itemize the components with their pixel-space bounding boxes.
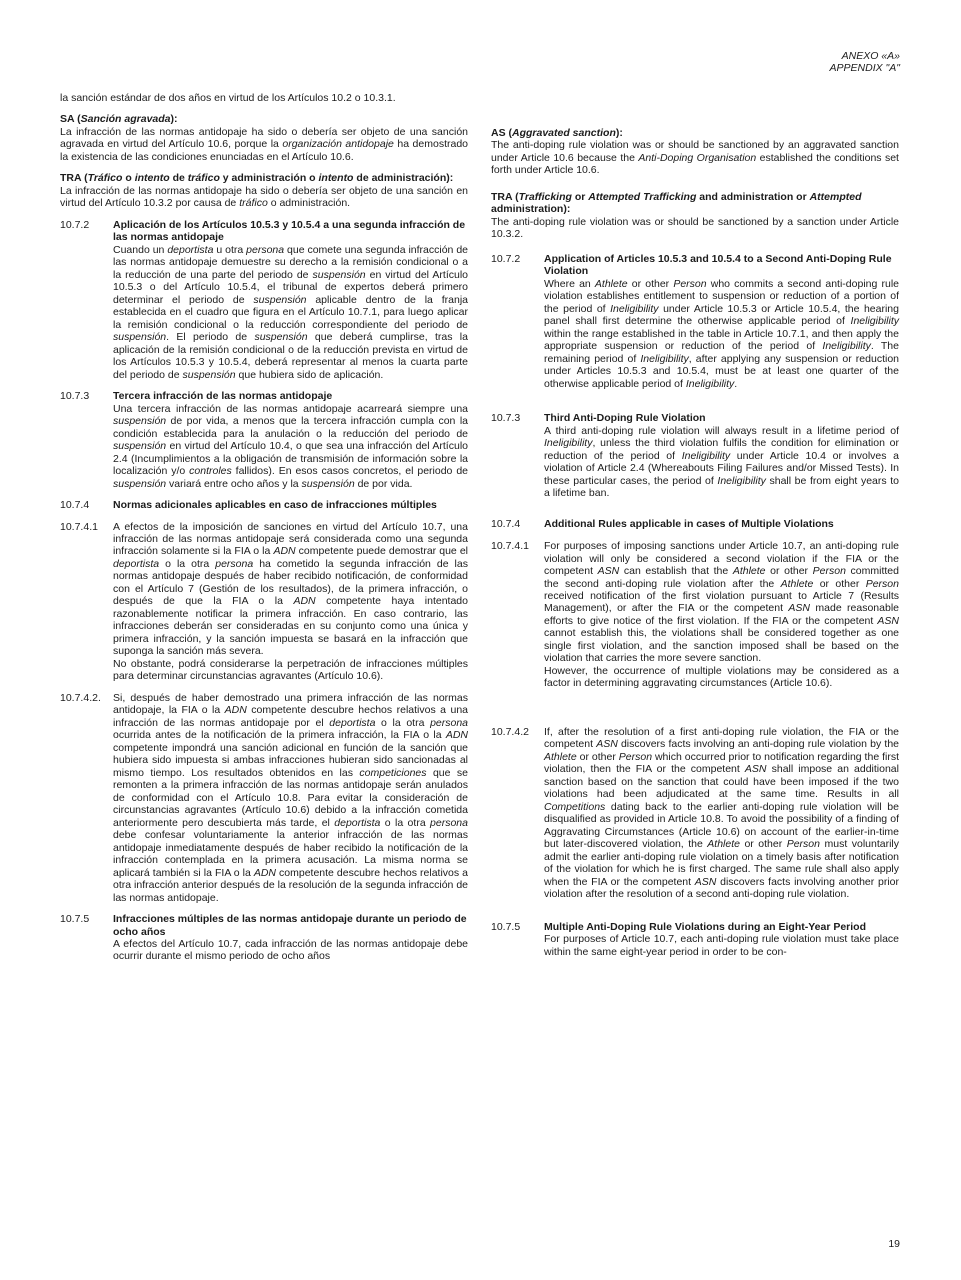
article-section [491,540,899,690]
definition-section [60,92,468,104]
section-content [491,191,899,241]
section-number: 10.7.4.2 [491,725,529,738]
paragraph: La infracción de las normas antidopaje ha sido o debería ser objeto de una sanción agravada en virtud del Artículo 10.6, porque la organización antidopaje ha demostrado la existencia de las condiciones enunciadas en el Artículo 10.6. [60,125,468,163]
section-heading: Normas adicionales aplicables en caso de infracciones múltiples [113,499,437,512]
section-heading: TRA (Tráfico o intento de tráfico y administración o intento de administración): [60,172,454,185]
definition-section [60,113,468,163]
header-annex-es: ANEXO «A» [841,50,900,62]
section-content [491,127,899,177]
paragraph: For purposes of Article 10.7, each anti-doping rule violation must take place within the same eight-year period in order to be con- [544,933,899,958]
section-content [113,499,468,511]
section-content [113,390,468,490]
page-number: 19 [888,1237,900,1250]
left-column-spanish [60,92,468,963]
section-heading: Third Anti-Doping Rule Violation [544,412,706,425]
paragraph: la sanción estándar de dos años en virtud de los Artículos 10.2 o 10.3.1. [60,91,396,104]
paragraph: The anti-doping rule violation was or should be sanctioned by a sanction under Article 10.3.2. [491,215,899,241]
section-number: 10.7.4 [491,517,521,530]
definition-section [60,172,468,209]
paragraph: No obstante, podrá considerarse la perpetración de infracciones múltiples para determinar circunstancias agravantes (Artículo 10.6). [113,657,468,683]
article-section [491,412,899,499]
section-number: 10.7.4.1 [60,520,98,533]
paragraph: Cuando un deportista u otra persona que comete una segunda infracción de las normas antidopaje demuestre su derecho a la remisión condicional o a la reducción de una parte del periodo de suspensión en virtud del Artículo 10.5.3 o del Artículo 10.5.4, el tribunal de expertos deberá primero determinar el periodo de suspensión aplicable dentro de la franja establecida en el cuadro que figura en el Artículo 10.7.1, para luego aplicar la remisión condicional o la reducción correspondiente del periodo de suspensión. El periodo de suspensión que deberá cumplirse, tras la aplicación de la remisión condicional o de la reducción prevista en virtud de los Artículos 10.5.3 y 10.5.4, deberá representar al menos la cuarta parte del periodo de suspensión que hubiera sido de aplicación. [113,243,469,381]
article-section [491,921,899,958]
section-content [544,921,899,958]
section-heading: Additional Rules applicable in cases of Multiple Violations [544,517,834,530]
article-section [491,518,899,530]
paragraph: A efectos de la imposición de sanciones en virtud del Artículo 10.7, una infracción de las normas antidopaje será considerada como una segunda infracción solamente si la FIA o la ADN competente puede demostrar que el deportista o la otra persona ha cometido la segunda infracción de las normas antidopaje después de haber recibido notificación, de conformidad con el Artículo 7 (Gestión de los resultados), de la primera infracción, o después de que la FIA o la ADN competente haya intentado razonablemente notificar la primera infracción. En caso contrario, las infracciones deberán ser consideradas en su conjunto como una única y primera infracción, y la sanción impuesta se basará en la infracción que suponga la sanción más severa. [113,520,469,658]
paragraph: La infracción de las normas antidopaje ha sido o debería ser objeto de una sanción en virtud del Artículo 10.3.2 por causa de tráfico o administración. [60,184,468,210]
article-section [60,390,468,490]
section-heading: TRA (Trafficking or Attempted Trafficking and administration or Attempted administration): [491,190,862,216]
section-content [544,540,899,690]
section-content [60,172,468,209]
section-content [60,92,468,104]
section-heading: SA (Sanción agravada): [60,113,178,126]
article-section [60,219,468,381]
section-number: 10.7.5 [491,920,521,933]
paragraph: The anti-doping rule violation was or should be sanctioned by an aggravated sanction under Article 10.6 because the Anti-Doping Organisation established the conditions set forth under Article 10.6. [491,139,899,177]
section-number: 10.7.2 [60,218,90,231]
section-number: 10.7.4.2. [60,691,101,704]
paragraph: For purposes of imposing sanctions under Article 10.7, an anti-doping rule violation will only be considered a second violation if the FIA or the competent ASN can establish that the Athlete or other Person committed the second anti-doping rule violation after the Athlete or other Person received notification of the first violation pursuant to Article 7 (Results Management), or after the FIA or the competent ASN made reasonable efforts to give notice of the first violation. If the FIA or the competent ASN cannot establish this, the violations shall be considered together as one single first violation, and the sanction imposed shall be based on the violation that carries the more severe sanction. [544,540,900,665]
right-column-english [491,92,899,958]
section-content [113,521,468,683]
section-heading: Tercera infracción de las normas antidopaje [113,390,333,403]
page-header [60,50,900,75]
section-number: 10.7.5 [60,913,90,926]
section-content [544,726,899,901]
article-section [491,253,899,390]
section-number: 10.7.2 [491,252,521,265]
section-content [60,113,468,163]
paragraph: Si, después de haber demostrado una primera infracción de las normas antidopaje, la FIA o la ADN competente descubre hechos relativos a una infracción de las normas antidopaje por el deportista o la otra persona ocurrida antes de la notificación de la primera infracción, la FIA o la ADN competente impondrá una sanción adicional en función de la sanción que hubiera sido impuesta si ambas infracciones hubieran sido sancionadas al mismo tiempo. Los resultados obtenidos en las competiciones que se remonten a la primera infracción de las normas antidopaje serán anulados de conformidad con el Artículo 10.8. Para evitar la consideración de circunstancias agravantes (Artículo 10.6) debido a la infracción cometida anteriormente pero descubierta más tarde, el deportista o la otra persona debe confesar voluntariamente la anterior infracción de las normas antidopaje inmediatamente después de haber recibido la notificación de la infracción contemplada en la primera acusación. La misma norma se aplicará también si la FIA o la ADN competente descubre hechos relativos a otra infracción anterior después de la resolución de la segunda infracción de las normas antidopaje. [113,691,469,904]
section-content [113,913,468,963]
section-heading: Infracciones múltiples de las normas antidopaje durante un periodo de ocho años [113,913,467,938]
paragraph: If, after the resolution of a first anti-doping rule violation, the FIA or the competent ASN discovers facts involving an anti-doping rule violation by the Athlete or other Person which occurred prior to notification regarding the first violation, then the FIA or the competent ASN shall impose an additional sanction based on the sanction that could have been imposed if the two violations had been adjudicated at the same time. Results in all Competitions dating back to the earlier anti-doping rule violation will be disqualified as provided in Article 10.8. To avoid the possibility of a finding of Aggravating Circumstances (Article 10.6) on account of the earlier-in-time but later-discovered violation, the Athlete or other Person must voluntarily admit the earlier anti-doping rule violation on a timely basis after notification of the violation for which he is first charged. The same rule shall also apply when the FIA or the competent ASN discovers facts involving another prior violation after the resolution of a second anti-doping rule violation. [544,725,899,901]
two-column-layout [60,92,900,963]
definition-section [491,127,899,177]
section-content [113,219,468,381]
section-number: 10.7.4.1 [491,540,529,553]
header-annex-en: APPENDIX "A" [829,62,900,75]
article-section [491,726,899,901]
section-heading: Application of Articles 10.5.3 and 10.5.4 to a Second Anti-Doping Rule Violation [544,252,892,278]
article-section [60,499,468,511]
paragraph: Una tercera infracción de las normas antidopaje acarreará siempre una suspensión de por vida, a menos que la tercera infracción cumpla con la condición establecida para la anulación o la reducción del periodo de suspensión en virtud del Artículo 10.4, o que sea una infracción del Artículo 2.4 (Incumplimientos a la obligación de transmisión de información sobre la localización y/o controles fallidos). En esos casos concretos, el periodo de suspensión variará entre ocho años y la suspensión de por vida. [113,402,468,490]
section-number: 10.7.4 [60,499,90,512]
section-heading: AS (Aggravated sanction): [491,126,623,139]
article-section [60,521,468,683]
paragraph: However, the occurrence of multiple violations may be considered as a factor in determining aggravating circumstances (Article 10.6). [544,664,899,690]
section-content [113,692,468,904]
paragraph: Where an Athlete or other Person who commits a second anti-doping rule violation establishes entitlement to suspension or reduction of a portion of the period of Ineligibility under Article 10.5.3 or Article 10.5.4, the hearing panel shall first determine the otherwise applicable period of Ineligibility within the range established in the table in Article 10.7.1, and then apply the appropriate suspension or reduction of the period of Ineligibility. The remaining period of Ineligibility, after applying any suspension or reduction under Articles 10.5.3 and 10.5.4, must be at least one quarter of the otherwise applicable period of Ineligibility. [544,277,899,390]
definition-section [491,191,899,241]
section-number: 10.7.3 [60,390,90,403]
section-content [544,518,899,530]
section-content [544,412,899,499]
article-section [60,913,468,963]
section-content [544,253,899,390]
section-heading: Aplicación de los Artículos 10.5.3 y 10.5.4 a una segunda infracción de las normas antidopaje [113,218,466,244]
article-section [60,692,468,904]
paragraph: A efectos del Artículo 10.7, cada infracción de las normas antidopaje debe ocurrir durante el mismo periodo de ocho años [113,938,468,963]
paragraph: A third anti-doping rule violation will always result in a lifetime period of Ineligibility, unless the third violation fulfils the condition for elimination or reduction of the period of Ineligibility under Article 10.4 or involves a violation of Article 2.4 (Whereabouts Filing Failures and/or Missed Tests). In these particular cases, the period of Ineligibility shall be from eight years to a lifetime ban. [544,424,900,500]
section-heading: Multiple Anti-Doping Rule Violations during an Eight-Year Period [544,920,867,933]
section-number: 10.7.3 [491,412,521,425]
